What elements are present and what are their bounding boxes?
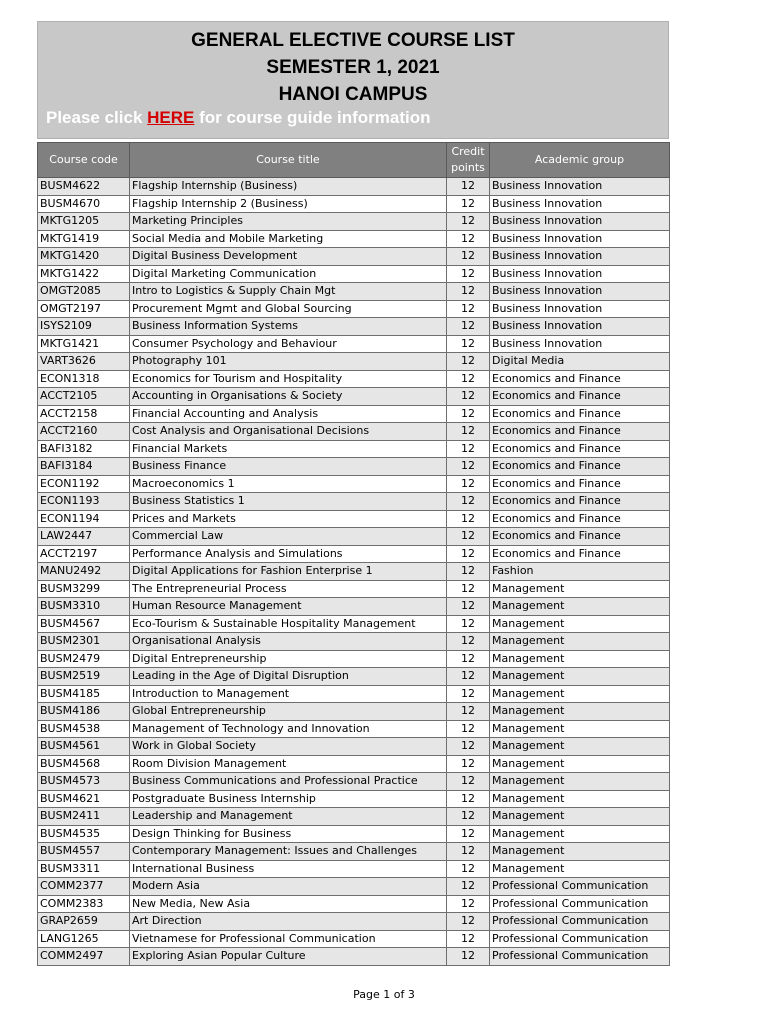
course-title-cell: Economics for Tourism and Hospitality xyxy=(130,370,447,388)
academic-group-cell: Management xyxy=(490,685,670,703)
table-row xyxy=(38,335,670,353)
academic-group-cell: Economics and Finance xyxy=(490,528,670,546)
course-title-cell: Design Thinking for Business xyxy=(130,825,447,843)
academic-group-cell: Professional Communication xyxy=(490,930,670,948)
course-code-cell: COMM2377 xyxy=(38,878,130,896)
academic-group-cell: Business Innovation xyxy=(490,213,670,231)
course-title-cell: Intro to Logistics & Supply Chain Mgt xyxy=(130,283,447,301)
academic-group-cell: Business Innovation xyxy=(490,230,670,248)
course-title-cell: Digital Entrepreneurship xyxy=(130,650,447,668)
course-code-cell: ECON1192 xyxy=(38,475,130,493)
course-title-cell: Human Resource Management xyxy=(130,598,447,616)
course-title-cell: Business Communications and Professional Practice xyxy=(130,773,447,791)
course-code-cell: MKTG1422 xyxy=(38,265,130,283)
course-code-cell: BUSM2519 xyxy=(38,668,130,686)
table-row xyxy=(38,633,670,651)
course-title-cell: Digital Marketing Communication xyxy=(130,265,447,283)
course-title-cell: Performance Analysis and Simulations xyxy=(130,545,447,563)
course-code-cell: BUSM4557 xyxy=(38,843,130,861)
academic-group-cell: Management xyxy=(490,703,670,721)
credit-points-cell: 12 xyxy=(447,895,490,913)
course-title-cell: Contemporary Management: Issues and Challenges xyxy=(130,843,447,861)
course-title-cell: Macroeconomics 1 xyxy=(130,475,447,493)
credit-points-cell: 12 xyxy=(447,948,490,966)
credit-points-cell: 12 xyxy=(447,388,490,406)
title-block xyxy=(38,22,668,108)
course-title-cell: Organisational Analysis xyxy=(130,633,447,651)
credit-points-cell: 12 xyxy=(447,353,490,371)
course-title-cell: Modern Asia xyxy=(130,878,447,896)
click-suffix: for course guide information xyxy=(194,108,431,127)
academic-group-cell: Management xyxy=(490,755,670,773)
credit-points-cell: 12 xyxy=(447,843,490,861)
course-title-cell: Business Finance xyxy=(130,458,447,476)
course-code-cell: BUSM4185 xyxy=(38,685,130,703)
academic-group-cell: Business Innovation xyxy=(490,283,670,301)
credit-points-cell: 12 xyxy=(447,213,490,231)
header-banner xyxy=(37,21,669,139)
course-code-cell: BUSM4186 xyxy=(38,703,130,721)
course-title-cell: Procurement Mgmt and Global Sourcing xyxy=(130,300,447,318)
course-title-cell: Consumer Psychology and Behaviour xyxy=(130,335,447,353)
academic-group-cell: Management xyxy=(490,598,670,616)
table-row xyxy=(38,930,670,948)
table-row xyxy=(38,843,670,861)
table-row xyxy=(38,755,670,773)
course-code-cell: BUSM4561 xyxy=(38,738,130,756)
course-code-cell: LAW2447 xyxy=(38,528,130,546)
table-row xyxy=(38,283,670,301)
course-code-cell: BUSM2301 xyxy=(38,633,130,651)
academic-group-cell: Economics and Finance xyxy=(490,545,670,563)
credit-points-cell: 12 xyxy=(447,458,490,476)
course-code-cell: OMGT2085 xyxy=(38,283,130,301)
credit-points-cell: 12 xyxy=(447,318,490,336)
course-code-cell: ACCT2105 xyxy=(38,388,130,406)
table-row xyxy=(38,510,670,528)
credit-points-cell: 12 xyxy=(447,598,490,616)
course-title-cell: Financial Accounting and Analysis xyxy=(130,405,447,423)
column-header-course-code: Course code xyxy=(38,143,130,178)
course-title-cell: Postgraduate Business Internship xyxy=(130,790,447,808)
course-code-cell: ACCT2158 xyxy=(38,405,130,423)
academic-group-cell: Professional Communication xyxy=(490,913,670,931)
table-row xyxy=(38,808,670,826)
course-guide-link[interactable]: HERE xyxy=(147,108,195,127)
academic-group-cell: Business Innovation xyxy=(490,248,670,266)
credit-points-cell: 12 xyxy=(447,423,490,441)
credit-points-cell: 12 xyxy=(447,913,490,931)
course-code-cell: MKTG1205 xyxy=(38,213,130,231)
table-row xyxy=(38,493,670,511)
credit-points-cell: 12 xyxy=(447,615,490,633)
course-code-cell: ECON1193 xyxy=(38,493,130,511)
course-code-cell: MKTG1420 xyxy=(38,248,130,266)
course-title-cell: Management of Technology and Innovation xyxy=(130,720,447,738)
table-row xyxy=(38,773,670,791)
course-title-cell: Commercial Law xyxy=(130,528,447,546)
course-title-cell: Accounting in Organisations & Society xyxy=(130,388,447,406)
course-title-cell: Room Division Management xyxy=(130,755,447,773)
credit-points-cell: 12 xyxy=(447,510,490,528)
academic-group-cell: Economics and Finance xyxy=(490,440,670,458)
academic-group-cell: Economics and Finance xyxy=(490,510,670,528)
table-header-row xyxy=(38,143,670,178)
academic-group-cell: Business Innovation xyxy=(490,178,670,196)
course-code-cell: BAFI3184 xyxy=(38,458,130,476)
credit-points-cell: 12 xyxy=(447,580,490,598)
credit-points-cell: 12 xyxy=(447,685,490,703)
course-title-cell: Cost Analysis and Organisational Decisions xyxy=(130,423,447,441)
course-title-cell: Work in Global Society xyxy=(130,738,447,756)
table-row xyxy=(38,528,670,546)
table-row xyxy=(38,913,670,931)
credit-points-cell: 12 xyxy=(447,178,490,196)
column-header-course-title: Course title xyxy=(130,143,447,178)
course-title-cell: Prices and Markets xyxy=(130,510,447,528)
credit-points-cell: 12 xyxy=(447,755,490,773)
course-table xyxy=(37,142,670,966)
academic-group-cell: Economics and Finance xyxy=(490,405,670,423)
academic-group-cell: Management xyxy=(490,615,670,633)
course-title-cell: The Entrepreneurial Process xyxy=(130,580,447,598)
credit-points-cell: 12 xyxy=(447,440,490,458)
course-code-cell: MKTG1419 xyxy=(38,230,130,248)
academic-group-cell: Management xyxy=(490,773,670,791)
course-code-cell: BUSM4535 xyxy=(38,825,130,843)
course-code-cell: BUSM4621 xyxy=(38,790,130,808)
course-code-cell: MKTG1421 xyxy=(38,335,130,353)
table-row xyxy=(38,213,670,231)
academic-group-cell: Management xyxy=(490,633,670,651)
table-row xyxy=(38,948,670,966)
table-row xyxy=(38,580,670,598)
academic-group-cell: Business Innovation xyxy=(490,335,670,353)
course-code-cell: ACCT2160 xyxy=(38,423,130,441)
credit-points-cell: 12 xyxy=(447,545,490,563)
course-title-cell: Social Media and Mobile Marketing xyxy=(130,230,447,248)
credit-points-cell: 12 xyxy=(447,790,490,808)
course-code-cell: BUSM2411 xyxy=(38,808,130,826)
course-title-cell: Marketing Principles xyxy=(130,213,447,231)
course-code-cell: BUSM3310 xyxy=(38,598,130,616)
table-row xyxy=(38,248,670,266)
page-number: Page 1 of 3 xyxy=(353,988,415,1001)
academic-group-cell: Professional Communication xyxy=(490,878,670,896)
credit-points-cell: 12 xyxy=(447,370,490,388)
credit-points-cell: 12 xyxy=(447,930,490,948)
academic-group-cell: Management xyxy=(490,580,670,598)
course-list-sheet xyxy=(37,21,669,966)
table-row xyxy=(38,720,670,738)
course-title-cell: Digital Applications for Fashion Enterprise 1 xyxy=(130,563,447,581)
credit-points-cell: 12 xyxy=(447,668,490,686)
table-row xyxy=(38,685,670,703)
course-title-cell: Business Information Systems xyxy=(130,318,447,336)
course-title-cell: Eco-Tourism & Sustainable Hospitality Management xyxy=(130,615,447,633)
academic-group-cell: Management xyxy=(490,720,670,738)
credit-points-cell: 12 xyxy=(447,720,490,738)
credit-points-cell: 12 xyxy=(447,265,490,283)
course-code-cell: BUSM4538 xyxy=(38,720,130,738)
credit-points-cell: 12 xyxy=(447,773,490,791)
academic-group-cell: Management xyxy=(490,808,670,826)
course-title-cell: Digital Business Development xyxy=(130,248,447,266)
credit-points-cell: 12 xyxy=(447,230,490,248)
course-code-cell: ECON1318 xyxy=(38,370,130,388)
academic-group-cell: Business Innovation xyxy=(490,195,670,213)
academic-group-cell: Economics and Finance xyxy=(490,388,670,406)
table-row xyxy=(38,790,670,808)
course-code-cell: COMM2497 xyxy=(38,948,130,966)
course-title-cell: Introduction to Management xyxy=(130,685,447,703)
course-code-cell: COMM2383 xyxy=(38,895,130,913)
academic-group-cell: Economics and Finance xyxy=(490,458,670,476)
course-code-cell: BUSM4568 xyxy=(38,755,130,773)
credit-points-cell: 12 xyxy=(447,405,490,423)
course-code-cell: BUSM4573 xyxy=(38,773,130,791)
credit-points-cell: 12 xyxy=(447,475,490,493)
academic-group-cell: Economics and Finance xyxy=(490,475,670,493)
table-row xyxy=(38,423,670,441)
course-code-cell: BUSM4670 xyxy=(38,195,130,213)
credit-points-cell: 12 xyxy=(447,878,490,896)
table-row xyxy=(38,563,670,581)
document-title: GENERAL ELECTIVE COURSE LIST xyxy=(191,30,515,51)
credit-points-cell: 12 xyxy=(447,808,490,826)
table-row xyxy=(38,178,670,196)
academic-group-cell: Professional Communication xyxy=(490,895,670,913)
academic-group-cell: Management xyxy=(490,738,670,756)
credit-points-cell: 12 xyxy=(447,195,490,213)
course-title-cell: Financial Markets xyxy=(130,440,447,458)
table-row xyxy=(38,545,670,563)
credit-points-cell: 12 xyxy=(447,825,490,843)
course-code-cell: MANU2492 xyxy=(38,563,130,581)
academic-group-cell: Economics and Finance xyxy=(490,493,670,511)
course-code-cell: ACCT2197 xyxy=(38,545,130,563)
academic-group-cell: Management xyxy=(490,650,670,668)
table-row xyxy=(38,230,670,248)
table-row xyxy=(38,388,670,406)
table-row xyxy=(38,370,670,388)
credit-points-cell: 12 xyxy=(447,528,490,546)
course-code-cell: BUSM3311 xyxy=(38,860,130,878)
table-row xyxy=(38,195,670,213)
column-header-credit-points: Credit points xyxy=(447,143,490,178)
credit-points-cell: 12 xyxy=(447,248,490,266)
course-title-cell: Vietnamese for Professional Communication xyxy=(130,930,447,948)
table-row xyxy=(38,650,670,668)
table-row xyxy=(38,738,670,756)
course-code-cell: BUSM4622 xyxy=(38,178,130,196)
table-row xyxy=(38,405,670,423)
table-row xyxy=(38,475,670,493)
table-row xyxy=(38,615,670,633)
course-code-cell: VART3626 xyxy=(38,353,130,371)
table-row xyxy=(38,895,670,913)
academic-group-cell: Fashion xyxy=(490,563,670,581)
academic-group-cell: Business Innovation xyxy=(490,318,670,336)
academic-group-cell: Digital Media xyxy=(490,353,670,371)
academic-group-cell: Management xyxy=(490,668,670,686)
course-title-cell: Art Direction xyxy=(130,913,447,931)
table-row xyxy=(38,825,670,843)
course-code-cell: BUSM3299 xyxy=(38,580,130,598)
table-body xyxy=(38,178,670,966)
table-row xyxy=(38,860,670,878)
credit-points-cell: 12 xyxy=(447,300,490,318)
course-title-cell: Global Entrepreneurship xyxy=(130,703,447,721)
table-row xyxy=(38,318,670,336)
semester-title: SEMESTER 1, 2021 xyxy=(266,57,440,78)
campus-title: HANOI CAMPUS xyxy=(278,84,428,105)
academic-group-cell: Business Innovation xyxy=(490,265,670,283)
course-code-cell: ISYS2109 xyxy=(38,318,130,336)
credit-points-cell: 12 xyxy=(447,335,490,353)
course-title-cell: Flagship Internship 2 (Business) xyxy=(130,195,447,213)
credit-points-cell: 12 xyxy=(447,650,490,668)
credit-points-cell: 12 xyxy=(447,738,490,756)
credit-points-cell: 12 xyxy=(447,563,490,581)
course-title-cell: Flagship Internship (Business) xyxy=(130,178,447,196)
course-title-cell: Leading in the Age of Digital Disruption xyxy=(130,668,447,686)
course-title-cell: New Media, New Asia xyxy=(130,895,447,913)
course-title-cell: Business Statistics 1 xyxy=(130,493,447,511)
course-code-cell: ECON1194 xyxy=(38,510,130,528)
course-title-cell: International Business xyxy=(130,860,447,878)
table-row xyxy=(38,265,670,283)
course-title-cell: Photography 101 xyxy=(130,353,447,371)
table-row xyxy=(38,353,670,371)
table-row xyxy=(38,878,670,896)
column-header-academic-group: Academic group xyxy=(490,143,670,178)
credit-points-cell: 12 xyxy=(447,703,490,721)
course-code-cell: GRAP2659 xyxy=(38,913,130,931)
academic-group-cell: Management xyxy=(490,790,670,808)
course-guide-prompt xyxy=(46,108,431,128)
credit-points-cell: 12 xyxy=(447,860,490,878)
course-code-cell: LANG1265 xyxy=(38,930,130,948)
table-row xyxy=(38,440,670,458)
table-row xyxy=(38,458,670,476)
course-code-cell: BAFI3182 xyxy=(38,440,130,458)
table-row xyxy=(38,668,670,686)
academic-group-cell: Professional Communication xyxy=(490,948,670,966)
course-title-cell: Leadership and Management xyxy=(130,808,447,826)
academic-group-cell: Management xyxy=(490,860,670,878)
academic-group-cell: Economics and Finance xyxy=(490,370,670,388)
course-code-cell: BUSM2479 xyxy=(38,650,130,668)
credit-points-cell: 12 xyxy=(447,283,490,301)
course-title-cell: Exploring Asian Popular Culture xyxy=(130,948,447,966)
academic-group-cell: Management xyxy=(490,825,670,843)
table-row xyxy=(38,598,670,616)
table-row xyxy=(38,703,670,721)
credit-points-cell: 12 xyxy=(447,633,490,651)
table-row xyxy=(38,300,670,318)
click-prefix: Please click xyxy=(46,108,148,127)
academic-group-cell: Management xyxy=(490,843,670,861)
credit-points-cell: 12 xyxy=(447,493,490,511)
academic-group-cell: Business Innovation xyxy=(490,300,670,318)
course-code-cell: BUSM4567 xyxy=(38,615,130,633)
course-code-cell: OMGT2197 xyxy=(38,300,130,318)
academic-group-cell: Economics and Finance xyxy=(490,423,670,441)
